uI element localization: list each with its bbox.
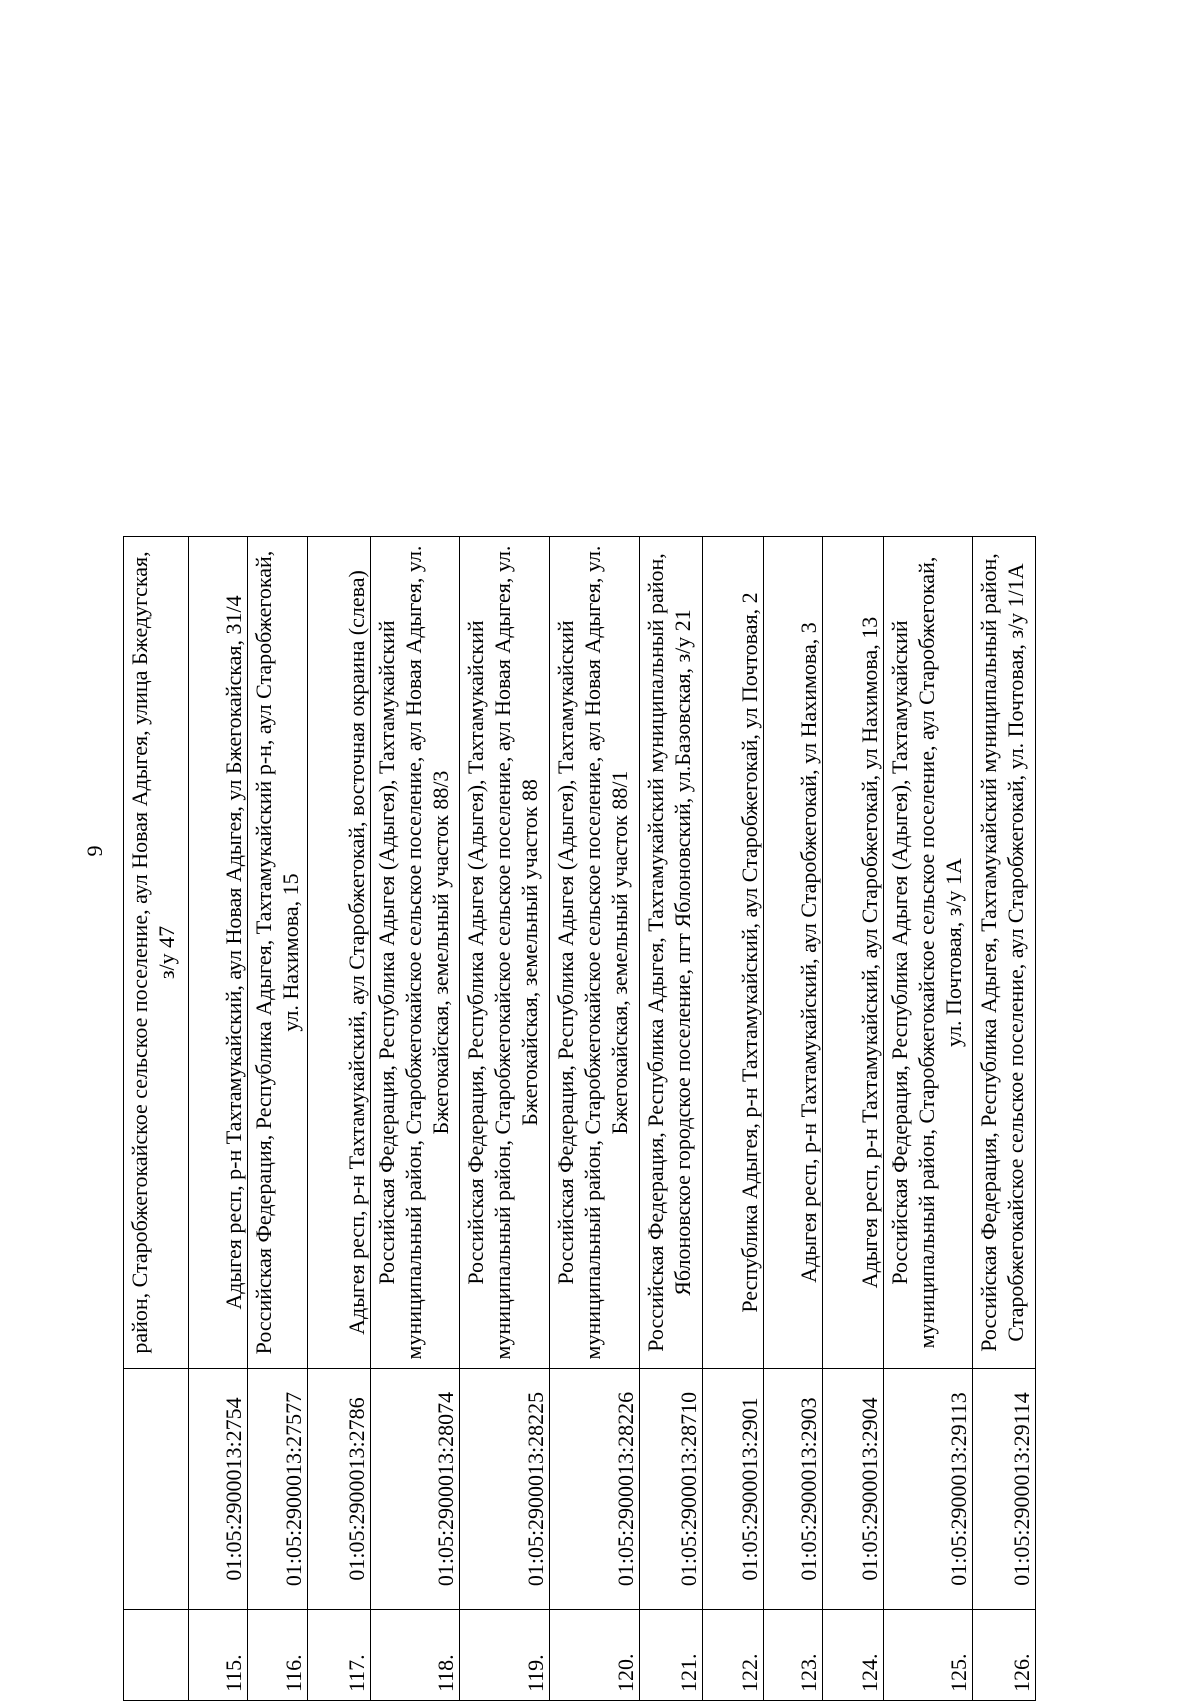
table-row <box>460 537 550 1701</box>
cadastral-number: 01:05:2900013:28074 <box>370 1369 460 1610</box>
row-number: 119. <box>460 1610 550 1701</box>
cadastral-number: 01:05:2900013:27577 <box>248 1369 308 1610</box>
table-row <box>248 537 308 1701</box>
address: Российская Федерация, Республика Адыгея (Адыгея), Тахтамукайский муниципальный район, Старобжегокайское сельское поселение, аул Новая Адыгея, ул. Бжегокайская, земельный участок 88/3 <box>370 537 460 1369</box>
cadastral-number: 01:05:2900013:29113 <box>884 1369 973 1610</box>
table-row <box>972 537 1035 1701</box>
cadastral-number: 01:05:2900013:29114 <box>972 1369 1035 1610</box>
cadastral-number: 01:05:2900013:2901 <box>702 1369 763 1610</box>
table-row <box>639 537 702 1701</box>
row-number: 118. <box>370 1610 460 1701</box>
row-number <box>124 1610 189 1701</box>
address: район, Старобжегокайское сельское поселение, аул Новая Адыгея, улица Бжедугская, з/у 47 <box>124 537 189 1369</box>
address: Российская Федерация, Республика Адыгея (Адыгея), Тахтамукайский муниципальный район, Старобжегокайское сельское поселение, аул Новая Адыгея, ул. Бжегокайская, земельный участок 88 <box>460 537 550 1369</box>
table-row <box>884 537 973 1701</box>
table-row <box>189 537 248 1701</box>
table-row-continuation <box>124 537 189 1701</box>
address: Российская Федерация, Республика Адыгея (Адыгея), Тахтамукайский муниципальный район, Старобжегокайское сельское поселение, аул Новая Адыгея, ул. Бжегокайская, земельный участок 88/1 <box>549 537 639 1369</box>
address: Российская Федерация, Республика Адыгея, Тахтамукайский р-н, аул Старобжегокай, ул. Нахимова, 15 <box>248 537 308 1369</box>
table-row <box>702 537 763 1701</box>
address: Адыгея респ, р-н Тахтамукайский, аул Старобжегокай, восточная окраина (слева) <box>308 537 370 1369</box>
table-row <box>822 537 883 1701</box>
cadastral-number: 01:05:2900013:28225 <box>460 1369 550 1610</box>
table-row <box>549 537 639 1701</box>
address: Адыгея респ, р-н Тахтамукайский, аул Старобжегокай, ул Нахимова, 13 <box>822 537 883 1369</box>
table-row <box>763 537 822 1701</box>
page-number: 9 <box>82 845 107 857</box>
address: Республика Адыгея, р-н Тахтамукайский, аул Старобжегокай, ул Почтовая, 2 <box>702 537 763 1369</box>
row-number: 121. <box>639 1610 702 1701</box>
row-number: 125. <box>884 1610 973 1701</box>
address: Адыгея респ, р-н Тахтамукайский, аул Старобжегокай, ул Нахимова, 3 <box>763 537 822 1369</box>
parcel-table <box>123 536 1036 1701</box>
table-row <box>370 537 460 1701</box>
table-row <box>308 537 370 1701</box>
cadastral-number: 01:05:2900013:2786 <box>308 1369 370 1610</box>
row-number: 120. <box>549 1610 639 1701</box>
row-number: 126. <box>972 1610 1035 1701</box>
row-number: 115. <box>189 1610 248 1701</box>
cadastral-number: 01:05:2900013:2904 <box>822 1369 883 1610</box>
cadastral-number: 01:05:2900013:28226 <box>549 1369 639 1610</box>
cadastral-number: 01:05:2900013:2903 <box>763 1369 822 1610</box>
cadastral-number <box>124 1369 189 1610</box>
address: Российская Федерация, Республика Адыгея (Адыгея), Тахтамукайский муниципальный район, Старобжегокайское сельское поселение, аул Старобжегокай, ул. Почтовая, з/у 1А <box>884 537 973 1369</box>
address: Российская Федерация, Республика Адыгея, Тахтамукайский муниципальный район, Яблоновское городское поселение, пгт Яблоновский, ул.Базовская, з/у 21 <box>639 537 702 1369</box>
row-number: 123. <box>763 1610 822 1701</box>
row-number: 124. <box>822 1610 883 1701</box>
row-number: 122. <box>702 1610 763 1701</box>
cadastral-number: 01:05:2900013:2754 <box>189 1369 248 1610</box>
row-number: 116. <box>248 1610 308 1701</box>
address: Российская Федерация, Республика Адыгея, Тахтамукайский муниципальный район, Старобжегокайское сельское поселение, аул Старобжегокай, ул. Почтовая, з/у 1/1А <box>972 537 1035 1369</box>
address: Адыгея респ, р-н Тахтамукайский, аул Новая Адыгея, ул Бжегокайская, 31/4 <box>189 537 248 1369</box>
row-number: 117. <box>308 1610 370 1701</box>
cadastral-number: 01:05:2900013:28710 <box>639 1369 702 1610</box>
rotated-table-container <box>123 536 1036 1701</box>
